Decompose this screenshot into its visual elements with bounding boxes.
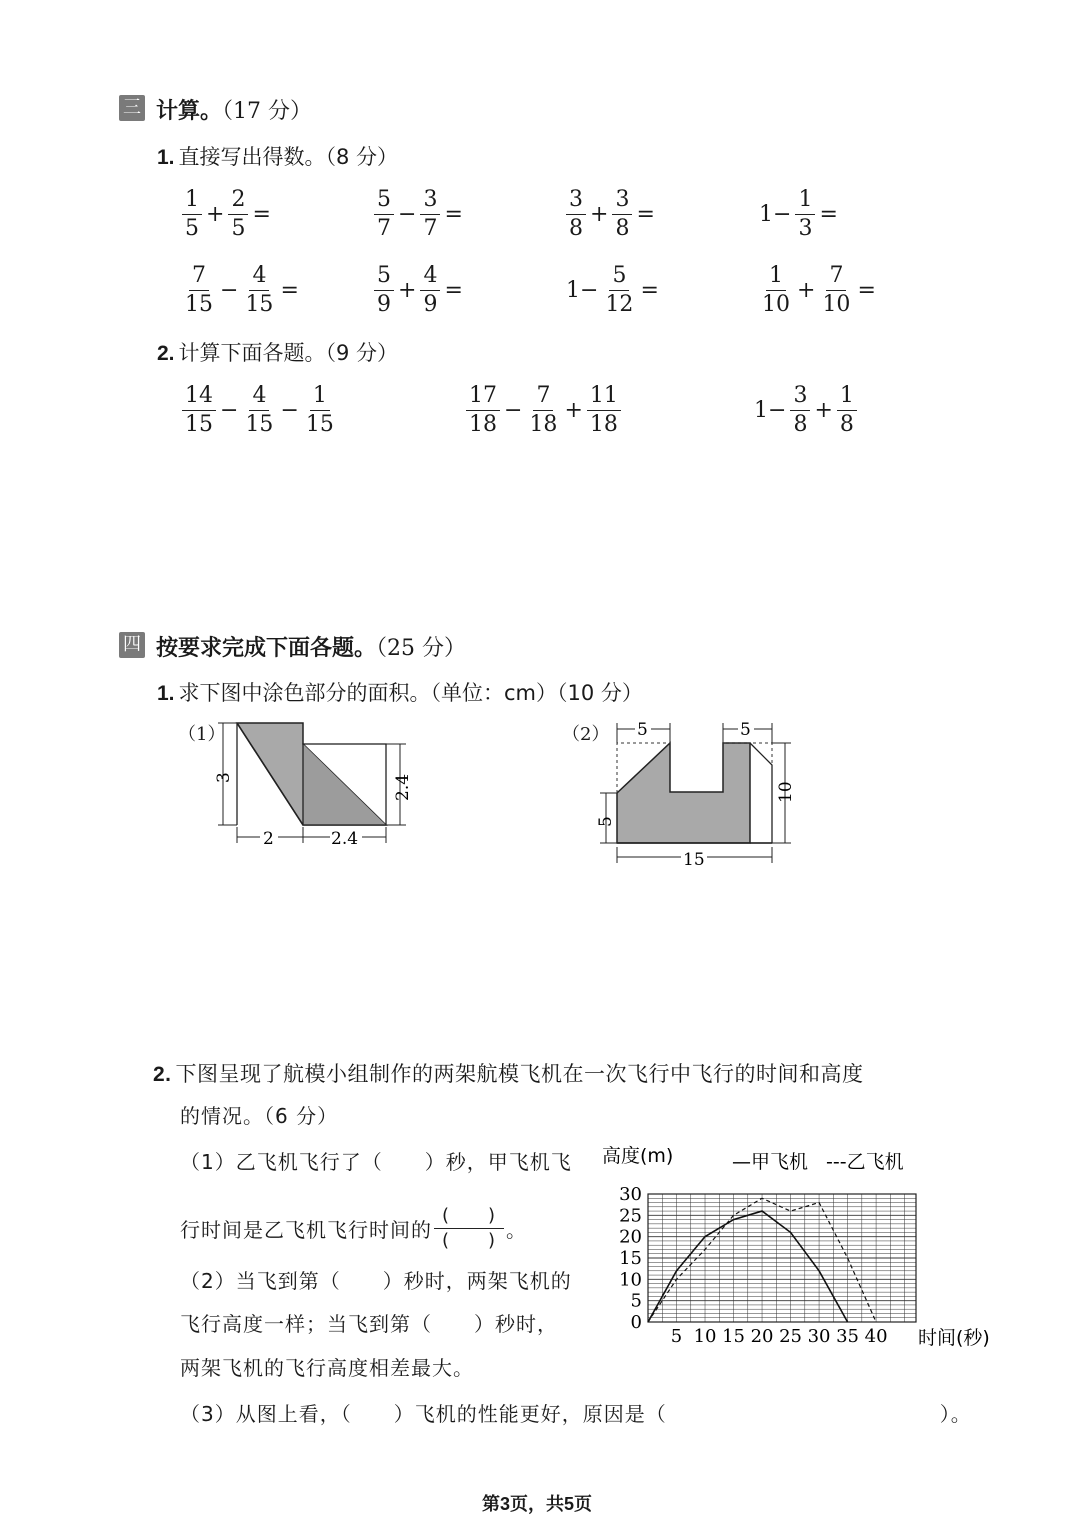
fig2-right-10: 10 xyxy=(776,781,796,803)
calc-expr-3: 1− $\frac{3}{8}$ + $\frac{1}{8}$ xyxy=(752,384,859,437)
fig2-top-5-left: 5 xyxy=(637,720,648,740)
x-tick-label: 5 xyxy=(670,1326,683,1347)
y-tick-label: 5 xyxy=(630,1290,642,1312)
x-tick-label: 25 xyxy=(779,1326,803,1347)
q3-2-text: 计算下面各题。（9 分） xyxy=(178,341,399,365)
q4-2-text: 下图呈现了航模小组制作的两架航模飞机在一次飞行中飞行的时间和高度 xyxy=(175,1062,864,1086)
q4-2-period: 。 xyxy=(506,1218,528,1242)
flight-height-chart xyxy=(600,1142,1030,1352)
fig1-base-2-4: 2.4 xyxy=(331,829,359,849)
q4-2-line2: 的情况。（6 分） xyxy=(180,1104,339,1128)
fig2-bottom-15: 15 xyxy=(683,850,705,870)
x-axis-label: 时间(秒) xyxy=(918,1327,990,1349)
section-4-points: （25 分） xyxy=(376,636,467,661)
q4-2-part1-text: 行时间是乙飞机飞行时间的 xyxy=(180,1218,432,1242)
oral-calc-1: $\frac{1}{5}$ + $\frac{2}{5}$ = xyxy=(180,188,273,241)
section-3-title xyxy=(156,94,312,125)
section-3-title-text: 计算。 xyxy=(156,99,223,124)
q4-2-part2-line3: 两架飞机的飞行高度相差最大。 xyxy=(180,1356,474,1380)
figure-2-diagram xyxy=(595,715,805,870)
legend-yi: ---乙飞机 xyxy=(826,1151,904,1173)
section-4-title-text: 按要求完成下面各题。 xyxy=(156,636,377,661)
fraction: $\frac{14}{15}$ xyxy=(182,384,216,437)
fraction: $\frac{3}{8}$ xyxy=(566,188,586,241)
fraction: $\frac{4}{15}$ xyxy=(245,263,274,317)
fig1-height-3: 3 xyxy=(214,772,234,783)
q3-2-heading xyxy=(157,337,398,367)
fraction: $\frac{5}{12}$ xyxy=(605,263,634,317)
q4-2-part2-line2: 飞行高度一样；当飞到第（ ）秒时， xyxy=(180,1312,558,1336)
y-tick-label: 25 xyxy=(619,1205,642,1227)
q4-1-number: 1. xyxy=(157,682,175,705)
q3-1-text: 直接写出得数。（8 分） xyxy=(178,145,399,169)
calc-expr-2: $\frac{17}{18}$ − $\frac{7}{18}$ + $\frac{11}{18}$ xyxy=(464,384,623,437)
q4-1-text: 求下图中涂色部分的面积。（单位：cm）（10 分） xyxy=(178,681,643,705)
fraction: $\frac{1}{10}$ xyxy=(762,263,790,317)
x-tick-label: 15 xyxy=(722,1326,745,1347)
q4-2-part1-line2 xyxy=(180,1206,527,1251)
q3-1-number: 1. xyxy=(157,146,175,169)
fraction: $\frac{4}{9}$ xyxy=(420,264,440,317)
legend-jia: —甲飞机 xyxy=(732,1151,809,1173)
fig1-height-2-4: 2.4 xyxy=(393,773,413,801)
x-tick-label: 35 xyxy=(836,1326,860,1347)
fraction: $\frac{7}{15}$ xyxy=(185,263,213,317)
fraction: $\frac{3}{8}$ xyxy=(790,384,810,437)
section-4-badge: 四 xyxy=(119,632,145,658)
fraction: $\frac{1}{15}$ xyxy=(305,383,334,437)
oral-calc-6: $\frac{5}{9}$ + $\frac{4}{9}$ = xyxy=(372,264,465,317)
oral-calc-4: 1− $\frac{1}{3}$ = xyxy=(759,187,838,241)
x-tick-label: 30 xyxy=(807,1326,831,1347)
fig2-shaded-region xyxy=(617,743,750,843)
q4-1-heading xyxy=(157,677,643,707)
y-tick-label: 0 xyxy=(630,1312,642,1333)
q4-2-part1-line1: （1）乙飞机飞行了（ ）秒，甲飞机飞 xyxy=(180,1150,572,1174)
fig1-base-2: 2 xyxy=(263,829,274,849)
fig2-left-5: 5 xyxy=(596,816,616,827)
figure-2-label: （2） xyxy=(562,724,610,745)
y-tick-label: 30 xyxy=(619,1184,642,1205)
fraction: $\frac{1}{3}$ xyxy=(795,188,815,241)
q4-2-part3: （3）从图上看，（ ）飞机的性能更好，原因是（ ）。 xyxy=(180,1402,972,1426)
page-footer: 第3页，共5页 xyxy=(482,1494,593,1514)
q3-2-number: 2. xyxy=(157,342,175,365)
fraction: $\frac{7}{18}$ xyxy=(529,383,558,437)
fraction: $\frac{3}{7}$ xyxy=(420,188,440,241)
y-tick-label: 15 xyxy=(619,1248,642,1269)
q3-1-heading xyxy=(157,141,398,171)
fig2-top-5-right: 5 xyxy=(740,720,751,740)
q4-2-number: 2. xyxy=(153,1063,172,1086)
fraction: $\frac{5}{9}$ xyxy=(374,264,394,317)
y-tick-label: 20 xyxy=(619,1226,642,1248)
figure-1-label: （1） xyxy=(178,724,226,745)
q4-2-part2-line1: （2）当飞到第（ ）秒时，两架飞机的 xyxy=(180,1269,572,1293)
y-tick-label: 10 xyxy=(619,1269,642,1291)
oral-calc-2: $\frac{5}{7}$ − $\frac{3}{7}$ = xyxy=(372,188,465,241)
section-4-title xyxy=(156,631,466,662)
section-3-points: （17 分） xyxy=(222,99,313,124)
oral-calc-7: 1− $\frac{5}{12}$ = xyxy=(566,263,659,317)
q4-2-line1 xyxy=(153,1058,864,1088)
fraction: $\frac{7}{10}$ xyxy=(822,263,851,317)
x-tick-label: 40 xyxy=(864,1326,888,1347)
x-tick-label: 20 xyxy=(750,1326,774,1347)
figure-1-diagram xyxy=(210,715,420,855)
oral-calc-5: $\frac{7}{15}$ − $\frac{4}{15}$ = xyxy=(180,264,301,317)
section-3-badge: 三 xyxy=(119,95,145,121)
fraction: $\frac{1}{5}$ xyxy=(182,188,202,241)
fraction: $\frac{5}{7}$ xyxy=(374,188,394,241)
y-axis-label: 高度(m) xyxy=(602,1145,674,1167)
x-tick-label: 10 xyxy=(693,1326,717,1347)
oral-calc-8: $\frac{1}{10}$ + $\frac{7}{10}$ = xyxy=(757,264,878,317)
fraction: $\frac{3}{8}$ xyxy=(612,188,632,241)
fraction: $\frac{4}{15}$ xyxy=(245,383,274,437)
fraction: $\frac{2}{5}$ xyxy=(228,188,248,241)
fraction: $\frac{11}{18}$ xyxy=(587,384,621,437)
answer-fraction: $\frac{( )}{( )}$ xyxy=(434,1206,504,1251)
oral-calc-3: $\frac{3}{8}$ + $\frac{3}{8}$ = xyxy=(564,188,657,241)
fraction: $\frac{1}{8}$ xyxy=(837,384,857,437)
fraction: $\frac{17}{18}$ xyxy=(466,384,500,437)
calc-expr-1: $\frac{14}{15}$ − $\frac{4}{15}$ − $\frac{1}{15}$ xyxy=(180,384,339,437)
